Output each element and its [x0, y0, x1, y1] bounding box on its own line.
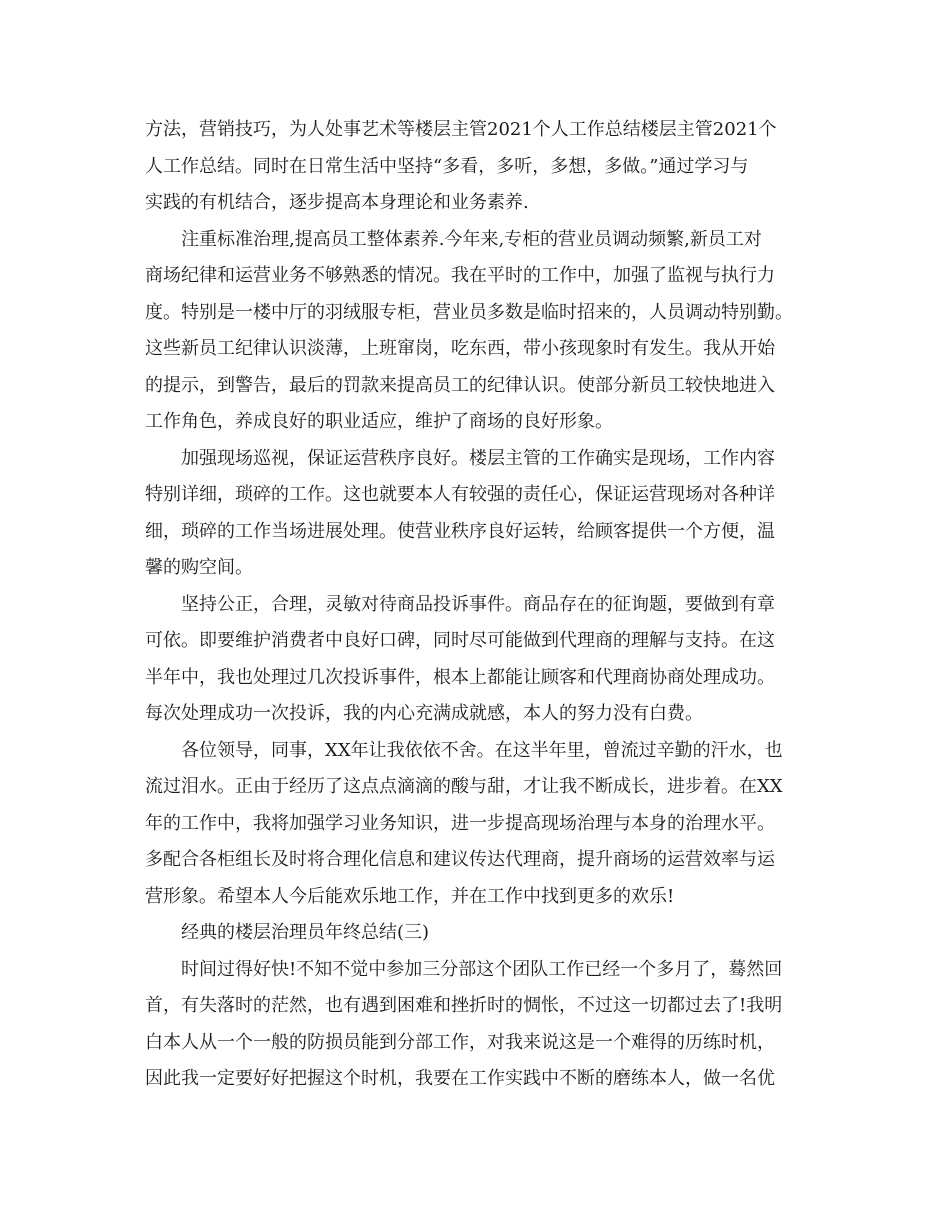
text-line: 特别详细，琐碎的工作。这也就要本人有较强的责任心，保证运营现场对各种详 [145, 484, 775, 505]
text-line: 商场纪律和运营业务不够熟悉的情况。我在平时的工作中，加强了监视与执行力 [145, 265, 775, 286]
text-line: 可依。即要维护消费者中良好口碑，同时尽可能做到代理商的理解与支持。在这 [145, 630, 775, 651]
text-line: 注重标准治理,提高员工整体素养.今年来,专柜的营业员调动频繁,新员工对 [145, 228, 762, 250]
text-line: 细，琐碎的工作当场进展处理。使营业秩序良好运转，给顾客提供一个方便，温 [145, 520, 775, 542]
text-line: 流过泪水。正由于经历了这点点滴滴的酸与甜，才让我不断成长，进步着。在XX [145, 776, 783, 797]
text-line: 营形象。希望本人今后能欢乐地工作，并在工作中找到更多的欢乐! [145, 885, 675, 907]
text-line: 每次处理成功一次投诉，我的内心充满成就感，本人的努力没有白费。 [145, 703, 703, 724]
text-line: 各位领导，同事，XX年让我依依不舍。在这半年里，曾流过辛勤的汗水，也 [145, 739, 783, 761]
text-line: 度。特别是一楼中厅的羽绒服专柜，营业员多数是临时招来的，人员调动特别勤。 [145, 301, 793, 323]
text-line: 半年中，我也处理过几次投诉事件，根本上都能让顾客和代理商协商处理成功。 [145, 666, 775, 688]
text-line: 时间过得好快!不知不觉中参加三分部这个团队工作已经一个多月了，蓦然回 [145, 958, 783, 980]
text-line: 白本人从一个一般的防损员能到分部工作，对我来说这是一个难得的历练时机， [145, 1031, 775, 1053]
text-line: 因此我一定要好好把握这个时机，我要在工作实践中不断的磨练本人，做一名优 [145, 1068, 775, 1089]
text-line: 工作角色，养成良好的职业适应，维护了商场的良好形象。 [145, 411, 613, 432]
text-line: 坚持公正，合理，灵敏对待商品投诉事件。商品存在的征询题，要做到有章 [145, 593, 775, 615]
text-line: 加强现场巡视，保证运营秩序良好。楼层主管的工作确实是现场，工作内容 [145, 447, 775, 469]
text-line: 多配合各柜组长及时将合理化信息和建议传达代理商，提升商场的运营效率与运 [145, 849, 775, 870]
section-heading: 经典的楼层治理员年终总结(三) [145, 922, 430, 943]
text-line: 人工作总结。同时在日常生活中坚持“多看，多听，多想，多做。”通过学习与 [145, 155, 749, 177]
text-line: 年的工作中，我将加强学习业务知识，进一步提高现场治理与本身的治理水平。 [145, 812, 775, 834]
text-line: 方法，营销技巧，为人处事艺术等楼层主管2021个人工作总结楼层主管2021个 [145, 119, 777, 140]
document-body [145, 112, 805, 1098]
text-line: 的提示，到警告，最后的罚款来提高员工的纪律认识。使部分新员工较快地进入 [145, 374, 775, 396]
text-line: 这些新员工纪律认识淡薄，上班窜岗，吃东西，带小孩现象时有发生。我从开始 [145, 338, 775, 359]
text-line: 实践的有机结合，逐步提高本身理论和业务素养. [145, 192, 529, 213]
text-line: 馨的购空间。 [145, 557, 253, 578]
text-line: 首，有失落时的茫然，也有遇到困难和挫折时的惆怅，不过这一切都过去了!我明 [145, 995, 783, 1016]
